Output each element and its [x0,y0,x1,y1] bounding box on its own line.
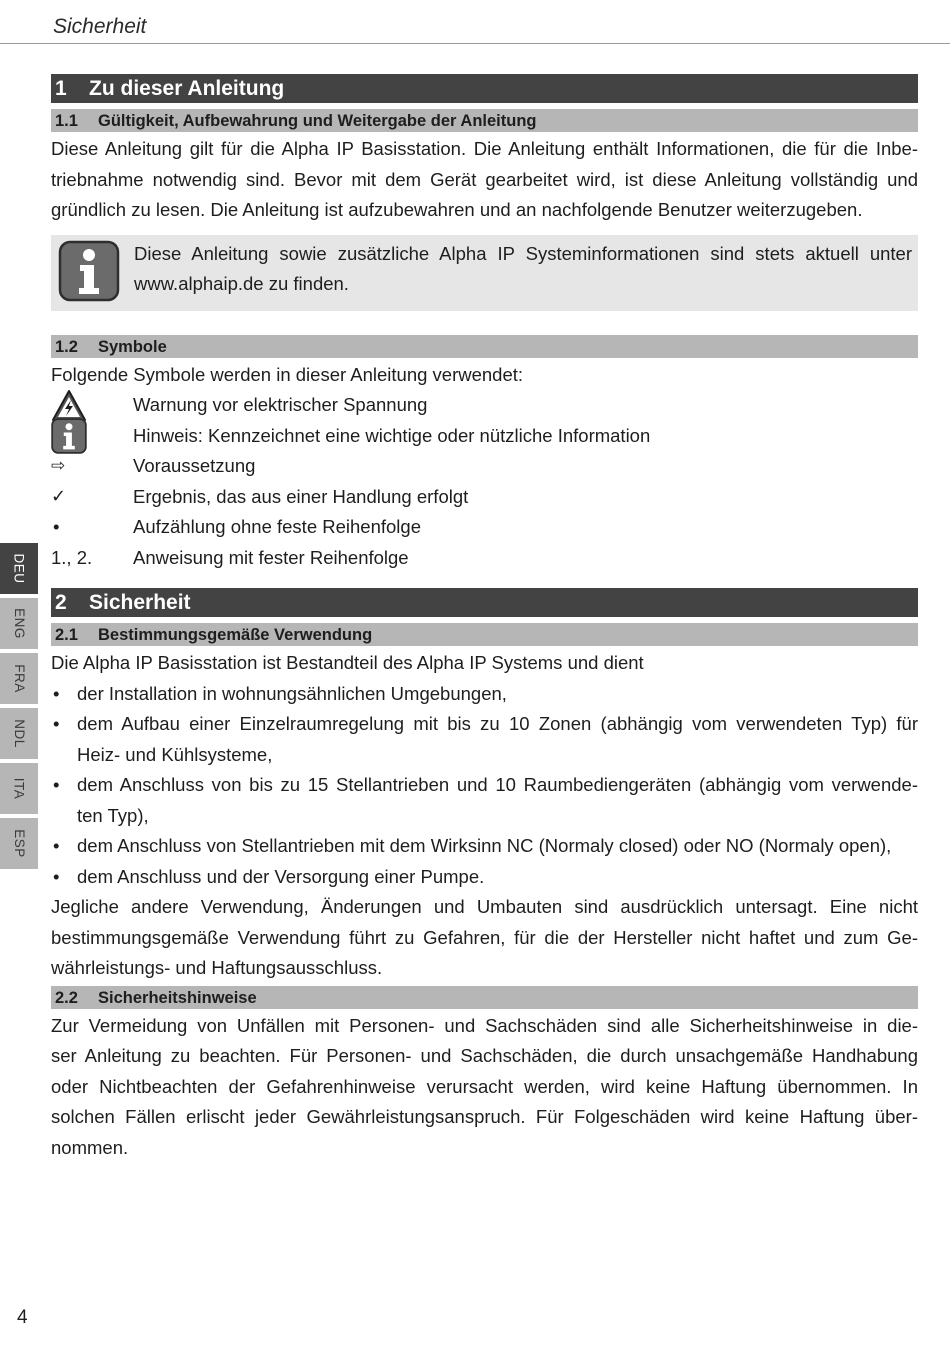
paragraph-line: solchen Fällen erlischt jeder Gewährleistungsanspruch. Für Folgeschäden wird keine Haftung über- [51,1106,918,1127]
info-box [51,235,918,311]
list-item-line: der Installation in wohnungsähnlichen Umgebungen, [77,682,507,704]
bullet-icon: • [53,682,60,704]
section-1-1-body [51,134,918,226]
section-title: Zu dieser Anleitung [89,77,285,100]
language-tab-eng[interactable] [0,598,38,649]
header-rule [0,43,950,44]
language-tab-ndl[interactable] [0,708,38,759]
language-tab-fra[interactable] [0,653,38,704]
page-number: 4 [17,1307,28,1328]
bullet-icon: • [53,865,60,887]
symbols-list [51,390,918,573]
symbol-row [51,421,918,452]
running-header: Sicherheit [53,15,147,38]
paragraph-line: bestimmungsgemäße Verwendung führt zu Gefahren, für die der Hersteller nicht haftet und zum Ge- [51,926,918,948]
bullet-icon: • [53,516,60,538]
bullet-icon: • [53,774,60,795]
subsection-title: Gültigkeit, Aufbewahrung und Weitergabe der Anleitung [98,112,537,130]
section-1-1-heading [51,109,918,132]
list-item-line: dem Anschluss von bis zu 15 Stellantrieben und 10 Raumbediengeräten (abhängig vom verwende- [77,774,918,795]
subsection-title: Symbole [98,337,167,356]
paragraph-line: Jegliche andere Verwendung, Änderungen und Umbauten sind ausdrücklich untersagt. Eine nicht [51,896,918,917]
symbol-description: Ergebnis, das aus einer Handlung erfolgt [133,485,469,507]
language-tab-ita[interactable] [0,763,38,814]
language-tab-deu[interactable] [0,543,38,594]
list-item [51,831,918,862]
subsection-number: 2.2 [55,988,78,1007]
list-item-line: Heiz- und Kühlsysteme, [77,743,273,765]
paragraph-line: ser Anleitung zu beachten. Für Personen- und Sachschäden, die durch unsachgemäße Handhabung [51,1045,918,1066]
checkmark-icon: ✓ [51,486,67,508]
arrow-right-icon: ⇨ [51,456,66,477]
section-2-2-body [51,1011,918,1164]
list-item-line: ten Typ), [77,804,149,826]
symbol-description: Aufzählung ohne feste Reihenfolge [133,516,421,538]
paragraph-line: nommen. [51,1136,129,1158]
symbol-row [51,543,918,574]
bullet-icon: • [53,835,60,856]
paragraph-line: Diese Anleitung gilt für die Alpha IP Basisstation. Die Anleitung enthält Informationen, die für die Inbe- [51,138,918,159]
info-box-line: www.alphaip.de zu finden. [134,273,349,294]
list-item [51,862,918,893]
section-2-heading [51,588,918,617]
language-tabs [0,543,38,873]
symbols-intro: Folgende Symbole werden in dieser Anleitung verwendet: [51,363,524,385]
list-item [51,679,918,710]
language-tab-label: NDL [11,719,27,748]
symbol-description: Hinweis: Kennzeichnet eine wichtige oder nützliche Information [133,424,651,446]
info-icon [51,418,87,454]
bullet-icon: • [53,713,60,734]
subsection-number: 1.2 [55,337,78,356]
subsection-number: 1.1 [55,112,78,130]
paragraph-line: oder Nichtbeachten der Gefahrenhinweise verursacht werden, wird keine Haftung übernommen. In [51,1075,918,1097]
symbol-row [51,390,918,421]
section-2-1-heading [51,623,918,646]
info-box-line: Diese Anleitung sowie zusätzliche Alpha IP Systeminformationen sind stets aktuell unter [134,242,912,264]
section-1-heading [51,74,918,103]
paragraph-line: währleistungs- und Haftungsausschluss. [51,957,383,978]
language-tab-esp[interactable] [0,818,38,869]
language-tab-label: ITA [11,777,27,800]
list-item-line: dem Anschluss und der Versorgung einer Pumpe. [77,865,485,887]
paragraph-line: Die Alpha IP Basisstation ist Bestandteil des Alpha IP Systems und dient [51,652,644,673]
language-tab-label: ENG [11,608,27,639]
section-1-2-heading [51,335,918,358]
list-item-line: dem Aufbau einer Einzelraumregelung mit bis zu 10 Zonen (abhängig vom verwendeten Typ) für [77,713,918,734]
symbol-row [51,482,918,513]
info-box-text [134,239,912,300]
language-tab-label: DEU [11,553,27,584]
section-title: Sicherheit [89,591,191,614]
section-number: 1 [55,77,67,100]
page-content [51,74,918,1163]
language-tab-label: ESP [11,829,27,858]
list-item-line: dem Anschluss von Stellantrieben mit dem Wirksinn NC (Normaly closed) oder NO (Normaly open), [77,835,892,856]
symbol-description: Warnung vor elektrischer Spannung [133,394,428,416]
list-item [51,770,918,831]
info-icon [58,240,120,302]
section-number: 2 [55,591,67,614]
numbering-symbol: 1., 2. [51,546,93,568]
section-2-2-heading [51,986,918,1009]
section-2-1-body [51,648,918,984]
paragraph-line: triebnahme notwendig sind. Bevor mit dem Gerät gearbeitet wird, ist diese Anleitung vollständig und [51,168,918,190]
subsection-title: Bestimmungsgemäße Verwendung [98,626,373,644]
paragraph-line: Zur Vermeidung von Unfällen mit Personen- und Sachschäden sind alle Sicherheitshinweise in die- [51,1014,918,1036]
subsection-title: Sicherheitshinweise [98,988,257,1007]
symbol-row [51,451,918,482]
paragraph-line: gründlich zu lesen. Die Anleitung ist aufzubewahren und an nachfolgende Benutzer weiterzugeben. [51,199,863,220]
symbol-description: Voraussetzung [133,455,256,477]
subsection-number: 2.1 [55,626,78,644]
language-tab-label: FRA [11,664,27,693]
symbol-description: Anweisung mit fester Reihenfolge [133,546,409,568]
symbol-row [51,512,918,543]
list-item [51,709,918,770]
